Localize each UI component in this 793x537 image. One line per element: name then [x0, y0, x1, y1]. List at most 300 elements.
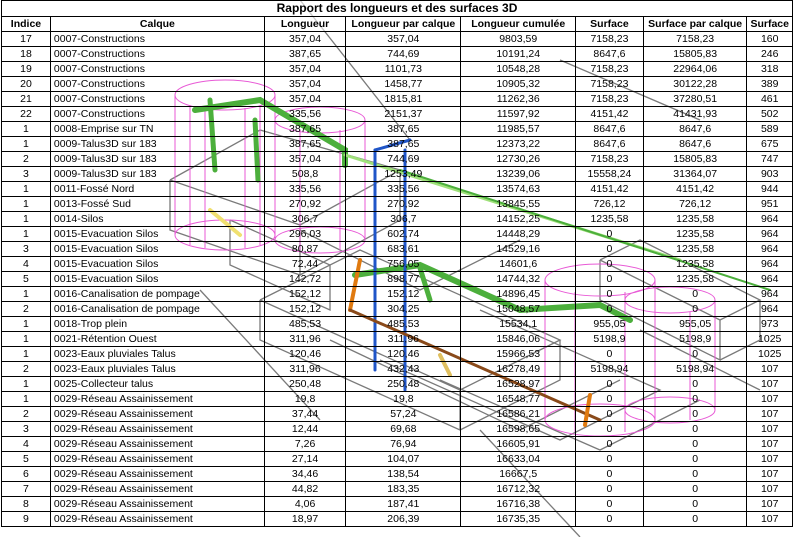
cell-longueur: 80,87 [264, 242, 345, 257]
cell-indice: 4 [2, 257, 51, 272]
cell-longueur-par-calque: 57,24 [346, 407, 461, 422]
table-row [2, 347, 793, 362]
cell-surface-par-calque: 37280,51 [643, 92, 747, 107]
cell-surface-cumulee: 107 [747, 512, 793, 527]
cell-indice: 1 [2, 332, 51, 347]
cell-calque: 0021-Rétention Ouest [50, 332, 264, 347]
cell-calque: 0029-Réseau Assainissement [50, 452, 264, 467]
cell-longueur-cumulee: 11597,92 [461, 107, 576, 122]
cell-surface-par-calque: 0 [643, 302, 747, 317]
table-row [2, 362, 793, 377]
cell-surface-cumulee: 1025 [747, 347, 793, 362]
cell-longueur: 508,8 [264, 167, 345, 182]
cell-surface: 8647,6 [575, 47, 643, 62]
cell-surface: 0 [575, 287, 643, 302]
cell-indice: 4 [2, 437, 51, 452]
cell-surface-par-calque: 0 [643, 452, 747, 467]
cell-surface-par-calque: 1235,58 [643, 227, 747, 242]
cell-longueur-par-calque: 311,96 [346, 332, 461, 347]
cell-surface-cumulee: 107 [747, 377, 793, 392]
cell-longueur-cumulee: 12730,26 [461, 152, 576, 167]
cell-surface: 0 [575, 257, 643, 272]
header-longueur: Longueur [264, 17, 345, 32]
cell-longueur-cumulee: 11985,57 [461, 122, 576, 137]
cell-longueur-par-calque: 335,56 [346, 182, 461, 197]
cell-longueur-par-calque: 19,8 [346, 392, 461, 407]
cell-calque: 0029-Réseau Assainissement [50, 497, 264, 512]
cell-longueur: 12,44 [264, 422, 345, 437]
cell-indice: 5 [2, 272, 51, 287]
cell-longueur: 387,65 [264, 47, 345, 62]
cell-longueur: 37,44 [264, 407, 345, 422]
cell-longueur-cumulee: 16735,35 [461, 512, 576, 527]
cell-longueur-cumulee: 15966,53 [461, 347, 576, 362]
header-longueur-par-calque: Longueur par calque [346, 17, 461, 32]
cell-surface-cumulee: 107 [747, 452, 793, 467]
cell-indice: 5 [2, 452, 51, 467]
cell-surface-par-calque: 1235,58 [643, 242, 747, 257]
cell-longueur-par-calque: 683,61 [346, 242, 461, 257]
cell-surface-cumulee: 246 [747, 47, 793, 62]
cell-calque: 0009-Talus3D sur 183 [50, 137, 264, 152]
cell-calque: 0009-Talus3D sur 183 [50, 152, 264, 167]
cell-surface-par-calque: 0 [643, 347, 747, 362]
cell-longueur: 357,04 [264, 77, 345, 92]
cell-longueur-cumulee: 16712,32 [461, 482, 576, 497]
cell-longueur: 120,46 [264, 347, 345, 362]
table-row [2, 272, 793, 287]
cell-longueur-par-calque: 1458,77 [346, 77, 461, 92]
table-row [2, 482, 793, 497]
cell-surface: 0 [575, 347, 643, 362]
cell-calque: 0011-Fossé Nord [50, 182, 264, 197]
cell-indice: 2 [2, 152, 51, 167]
table-row [2, 242, 793, 257]
cell-indice: 1 [2, 122, 51, 137]
cell-longueur-par-calque: 1253,49 [346, 167, 461, 182]
cell-calque: 0016-Canalisation de pompage [50, 287, 264, 302]
cell-longueur-par-calque: 69,68 [346, 422, 461, 437]
cell-longueur-cumulee: 14152,25 [461, 212, 576, 227]
cell-calque: 0007-Constructions [50, 107, 264, 122]
cell-surface-cumulee: 964 [747, 272, 793, 287]
cell-surface-cumulee: 964 [747, 257, 793, 272]
cell-surface: 0 [575, 497, 643, 512]
cell-calque: 0016-Canalisation de pompage [50, 302, 264, 317]
cell-longueur-cumulee: 16716,38 [461, 497, 576, 512]
cell-longueur: 4,06 [264, 497, 345, 512]
cell-surface: 955,05 [575, 317, 643, 332]
header-calque: Calque [50, 17, 264, 32]
cell-indice: 2 [2, 302, 51, 317]
table-row [2, 197, 793, 212]
cell-longueur-cumulee: 14744,32 [461, 272, 576, 287]
table-row [2, 152, 793, 167]
cell-surface-par-calque: 5198,9 [643, 332, 747, 347]
cell-longueur-cumulee: 15846,06 [461, 332, 576, 347]
cell-surface-cumulee: 964 [747, 227, 793, 242]
cell-surface: 0 [575, 512, 643, 527]
table-row [2, 497, 793, 512]
cell-surface-par-calque: 41431,93 [643, 107, 747, 122]
cell-longueur: 306,7 [264, 212, 345, 227]
cell-calque: 0007-Constructions [50, 32, 264, 47]
cell-longueur-par-calque: 306,7 [346, 212, 461, 227]
header-row [2, 17, 793, 32]
cell-surface: 4151,42 [575, 182, 643, 197]
table-row [2, 137, 793, 152]
cell-surface: 0 [575, 482, 643, 497]
table-row [2, 332, 793, 347]
cell-surface-cumulee: 107 [747, 407, 793, 422]
table-row [2, 407, 793, 422]
table-row [2, 452, 793, 467]
cell-longueur: 18,97 [264, 512, 345, 527]
cell-calque: 0029-Réseau Assainissement [50, 392, 264, 407]
cell-surface-cumulee: 502 [747, 107, 793, 122]
cell-surface: 0 [575, 422, 643, 437]
cell-surface-cumulee: 107 [747, 362, 793, 377]
cell-longueur-par-calque: 304,25 [346, 302, 461, 317]
cell-surface: 4151,42 [575, 107, 643, 122]
cell-indice: 18 [2, 47, 51, 62]
cell-calque: 0007-Constructions [50, 92, 264, 107]
cell-surface-par-calque: 5198,94 [643, 362, 747, 377]
cell-longueur-cumulee: 13845,55 [461, 197, 576, 212]
cell-longueur-par-calque: 1101,73 [346, 62, 461, 77]
cell-calque: 0007-Constructions [50, 62, 264, 77]
cell-surface-cumulee: 944 [747, 182, 793, 197]
cell-longueur-cumulee: 11262,36 [461, 92, 576, 107]
cell-surface-par-calque: 0 [643, 467, 747, 482]
cell-surface-par-calque: 0 [643, 512, 747, 527]
cell-longueur-par-calque: 138,54 [346, 467, 461, 482]
cell-longueur-cumulee: 16278,49 [461, 362, 576, 377]
cell-surface-par-calque: 7158,23 [643, 32, 747, 47]
cell-surface-cumulee: 107 [747, 392, 793, 407]
cell-longueur-cumulee: 14529,16 [461, 242, 576, 257]
cell-longueur: 311,96 [264, 332, 345, 347]
cell-longueur-cumulee: 14601,6 [461, 257, 576, 272]
cell-surface-par-calque: 0 [643, 287, 747, 302]
cell-surface-cumulee: 107 [747, 422, 793, 437]
cell-calque: 0008-Emprise sur TN [50, 122, 264, 137]
cell-indice: 1 [2, 212, 51, 227]
cell-surface: 0 [575, 272, 643, 287]
table-row [2, 227, 793, 242]
cell-longueur-cumulee: 16667,5 [461, 467, 576, 482]
cell-calque: 0018-Trop plein [50, 317, 264, 332]
cell-surface-par-calque: 955,05 [643, 317, 747, 332]
cell-surface-cumulee: 389 [747, 77, 793, 92]
header-surface-par-calque: Surface par calque [643, 17, 747, 32]
cell-surface-cumulee: 107 [747, 497, 793, 512]
cell-longueur-par-calque: 756,05 [346, 257, 461, 272]
cell-calque: 0013-Fossé Sud [50, 197, 264, 212]
table-row [2, 287, 793, 302]
cell-longueur-cumulee: 12373,22 [461, 137, 576, 152]
cell-indice: 20 [2, 77, 51, 92]
cell-calque: 0029-Réseau Assainissement [50, 467, 264, 482]
cell-surface: 0 [575, 227, 643, 242]
cell-surface: 0 [575, 452, 643, 467]
cell-longueur-par-calque: 270,92 [346, 197, 461, 212]
cell-longueur-par-calque: 187,41 [346, 497, 461, 512]
cell-surface: 7158,23 [575, 92, 643, 107]
cell-surface-par-calque: 0 [643, 437, 747, 452]
cell-calque: 0015-Evacuation Silos [50, 272, 264, 287]
cell-indice: 9 [2, 512, 51, 527]
cell-longueur: 7,26 [264, 437, 345, 452]
cell-surface-par-calque: 1235,58 [643, 272, 747, 287]
cell-longueur: 357,04 [264, 62, 345, 77]
cell-longueur: 270,92 [264, 197, 345, 212]
cell-longueur-cumulee: 10548,28 [461, 62, 576, 77]
header-surface-cumulee: Surface [747, 17, 793, 32]
cell-longueur-cumulee: 9803,59 [461, 32, 576, 47]
cell-longueur-par-calque: 1815,81 [346, 92, 461, 107]
cell-surface-cumulee: 964 [747, 287, 793, 302]
cell-longueur: 335,56 [264, 107, 345, 122]
table-row [2, 77, 793, 92]
cell-surface-par-calque: 1235,58 [643, 212, 747, 227]
cell-surface: 0 [575, 377, 643, 392]
table-row [2, 437, 793, 452]
cell-longueur: 34,46 [264, 467, 345, 482]
cell-longueur-par-calque: 250,48 [346, 377, 461, 392]
cell-surface: 8647,6 [575, 137, 643, 152]
cell-surface-cumulee: 107 [747, 437, 793, 452]
cell-surface-par-calque: 8647,6 [643, 122, 747, 137]
cell-indice: 1 [2, 377, 51, 392]
cell-indice: 21 [2, 92, 51, 107]
cell-longueur-cumulee: 16598,65 [461, 422, 576, 437]
table-row [2, 512, 793, 527]
table-row [2, 122, 793, 137]
cell-surface: 8647,6 [575, 122, 643, 137]
cell-indice: 6 [2, 467, 51, 482]
cell-longueur-par-calque: 602,74 [346, 227, 461, 242]
cell-surface: 7158,23 [575, 152, 643, 167]
cell-calque: 0029-Réseau Assainissement [50, 422, 264, 437]
cell-surface-cumulee: 318 [747, 62, 793, 77]
cell-longueur: 27,14 [264, 452, 345, 467]
cell-indice: 3 [2, 422, 51, 437]
cell-surface: 0 [575, 407, 643, 422]
cell-surface-par-calque: 22964,06 [643, 62, 747, 77]
cell-calque: 0015-Evacuation Silos [50, 257, 264, 272]
cell-surface-cumulee: 461 [747, 92, 793, 107]
cell-longueur: 357,04 [264, 32, 345, 47]
cell-surface: 5198,9 [575, 332, 643, 347]
cell-longueur-cumulee: 14896,45 [461, 287, 576, 302]
cell-surface-cumulee: 951 [747, 197, 793, 212]
cell-surface: 5198,94 [575, 362, 643, 377]
cell-surface: 726,12 [575, 197, 643, 212]
cell-surface: 0 [575, 302, 643, 317]
cell-calque: 0029-Réseau Assainissement [50, 482, 264, 497]
cell-surface-par-calque: 8647,6 [643, 137, 747, 152]
cell-longueur-par-calque: 744,69 [346, 152, 461, 167]
table-row [2, 182, 793, 197]
cell-indice: 3 [2, 242, 51, 257]
cell-longueur-par-calque: 387,65 [346, 137, 461, 152]
cell-longueur-par-calque: 183,35 [346, 482, 461, 497]
cell-longueur-cumulee: 16633,04 [461, 452, 576, 467]
cell-surface-par-calque: 15805,83 [643, 152, 747, 167]
table-row [2, 392, 793, 407]
cell-surface-par-calque: 30122,28 [643, 77, 747, 92]
cell-longueur-par-calque: 387,65 [346, 122, 461, 137]
cell-longueur-cumulee: 13239,06 [461, 167, 576, 182]
table-row [2, 47, 793, 62]
cell-indice: 1 [2, 137, 51, 152]
cell-longueur: 387,65 [264, 137, 345, 152]
table-row [2, 92, 793, 107]
cell-surface-cumulee: 589 [747, 122, 793, 137]
table-row [2, 167, 793, 182]
cell-longueur-cumulee: 10191,24 [461, 47, 576, 62]
cell-indice: 8 [2, 497, 51, 512]
cell-calque: 0025-Collecteur talus [50, 377, 264, 392]
cell-indice: 7 [2, 482, 51, 497]
cell-indice: 1 [2, 287, 51, 302]
cell-longueur-par-calque: 357,04 [346, 32, 461, 47]
cell-longueur-par-calque: 152,12 [346, 287, 461, 302]
header-indice: Indice [2, 17, 51, 32]
table-row [2, 377, 793, 392]
cell-indice: 1 [2, 317, 51, 332]
cell-longueur-cumulee: 15048,57 [461, 302, 576, 317]
cell-longueur-cumulee: 16548,77 [461, 392, 576, 407]
cell-surface-cumulee: 964 [747, 242, 793, 257]
cell-surface-par-calque: 0 [643, 482, 747, 497]
table-row [2, 467, 793, 482]
report-title: Rapport des longueurs et des surfaces 3D [2, 1, 793, 17]
cell-surface-par-calque: 726,12 [643, 197, 747, 212]
cell-longueur-par-calque: 104,07 [346, 452, 461, 467]
cell-longueur-cumulee: 14448,29 [461, 227, 576, 242]
cell-surface-cumulee: 160 [747, 32, 793, 47]
header-longueur-cumulee: Longueur cumulée [461, 17, 576, 32]
cell-longueur-par-calque: 206,39 [346, 512, 461, 527]
cell-longueur-par-calque: 120,46 [346, 347, 461, 362]
table-row [2, 302, 793, 317]
cell-surface-cumulee: 675 [747, 137, 793, 152]
cell-longueur: 296,03 [264, 227, 345, 242]
cell-surface: 0 [575, 437, 643, 452]
cell-indice: 1 [2, 197, 51, 212]
table-row [2, 317, 793, 332]
cell-longueur: 357,04 [264, 92, 345, 107]
cell-calque: 0007-Constructions [50, 77, 264, 92]
cell-indice: 1 [2, 182, 51, 197]
cell-longueur-cumulee: 13574,63 [461, 182, 576, 197]
cell-surface-par-calque: 4151,42 [643, 182, 747, 197]
cell-indice: 22 [2, 107, 51, 122]
cell-surface-cumulee: 903 [747, 167, 793, 182]
cell-longueur: 357,04 [264, 152, 345, 167]
cell-surface-cumulee: 107 [747, 467, 793, 482]
cell-surface: 7158,23 [575, 62, 643, 77]
cell-surface: 7158,23 [575, 32, 643, 47]
cell-longueur: 19,8 [264, 392, 345, 407]
cell-surface: 7158,23 [575, 77, 643, 92]
table-row [2, 107, 793, 122]
table-row [2, 62, 793, 77]
cell-longueur: 335,56 [264, 182, 345, 197]
cell-surface-par-calque: 0 [643, 377, 747, 392]
cell-indice: 2 [2, 407, 51, 422]
cell-surface-cumulee: 1025 [747, 332, 793, 347]
table-row [2, 32, 793, 47]
cell-longueur: 44,82 [264, 482, 345, 497]
cell-longueur: 387,65 [264, 122, 345, 137]
cell-longueur-cumulee: 16528,97 [461, 377, 576, 392]
cell-indice: 1 [2, 227, 51, 242]
cell-calque: 0015-Evacuation Silos [50, 242, 264, 257]
cell-surface-cumulee: 107 [747, 482, 793, 497]
cell-longueur-cumulee: 15534,1 [461, 317, 576, 332]
cell-surface-cumulee: 964 [747, 212, 793, 227]
cell-longueur-par-calque: 2151,37 [346, 107, 461, 122]
cell-calque: 0015-Evacuation Silos [50, 227, 264, 242]
cell-surface: 0 [575, 242, 643, 257]
cell-indice: 17 [2, 32, 51, 47]
cell-surface-par-calque: 31364,07 [643, 167, 747, 182]
cell-longueur: 485,53 [264, 317, 345, 332]
cell-calque: 0007-Constructions [50, 47, 264, 62]
cell-indice: 19 [2, 62, 51, 77]
cell-calque: 0023-Eaux pluviales Talus [50, 362, 264, 377]
cell-longueur-cumulee: 16586,21 [461, 407, 576, 422]
cell-longueur: 142,72 [264, 272, 345, 287]
cell-surface: 15558,24 [575, 167, 643, 182]
cell-calque: 0029-Réseau Assainissement [50, 407, 264, 422]
cell-surface-cumulee: 964 [747, 302, 793, 317]
cell-surface-par-calque: 15805,83 [643, 47, 747, 62]
cell-calque: 0014-Silos [50, 212, 264, 227]
cell-surface-par-calque: 0 [643, 392, 747, 407]
header-surface: Surface [575, 17, 643, 32]
cell-longueur: 152,12 [264, 287, 345, 302]
cell-surface-par-calque: 0 [643, 497, 747, 512]
cell-surface: 0 [575, 392, 643, 407]
cell-longueur-par-calque: 485,53 [346, 317, 461, 332]
cell-longueur-par-calque: 432,43 [346, 362, 461, 377]
report-table [1, 0, 793, 527]
cell-surface: 0 [575, 467, 643, 482]
cell-surface-par-calque: 0 [643, 407, 747, 422]
cell-indice: 2 [2, 362, 51, 377]
cell-indice: 1 [2, 392, 51, 407]
table-row [2, 422, 793, 437]
cell-surface-par-calque: 0 [643, 422, 747, 437]
cell-longueur-cumulee: 10905,32 [461, 77, 576, 92]
cell-calque: 0029-Réseau Assainissement [50, 437, 264, 452]
cell-calque: 0009-Talus3D sur 183 [50, 167, 264, 182]
cell-calque: 0023-Eaux pluviales Talus [50, 347, 264, 362]
cell-longueur: 72,44 [264, 257, 345, 272]
cell-longueur: 311,96 [264, 362, 345, 377]
cell-longueur-par-calque: 76,94 [346, 437, 461, 452]
cell-indice: 3 [2, 167, 51, 182]
cell-surface-cumulee: 747 [747, 152, 793, 167]
cell-longueur-par-calque: 744,69 [346, 47, 461, 62]
cell-calque: 0029-Réseau Assainissement [50, 512, 264, 527]
table-row [2, 257, 793, 272]
cell-surface-par-calque: 1235,58 [643, 257, 747, 272]
